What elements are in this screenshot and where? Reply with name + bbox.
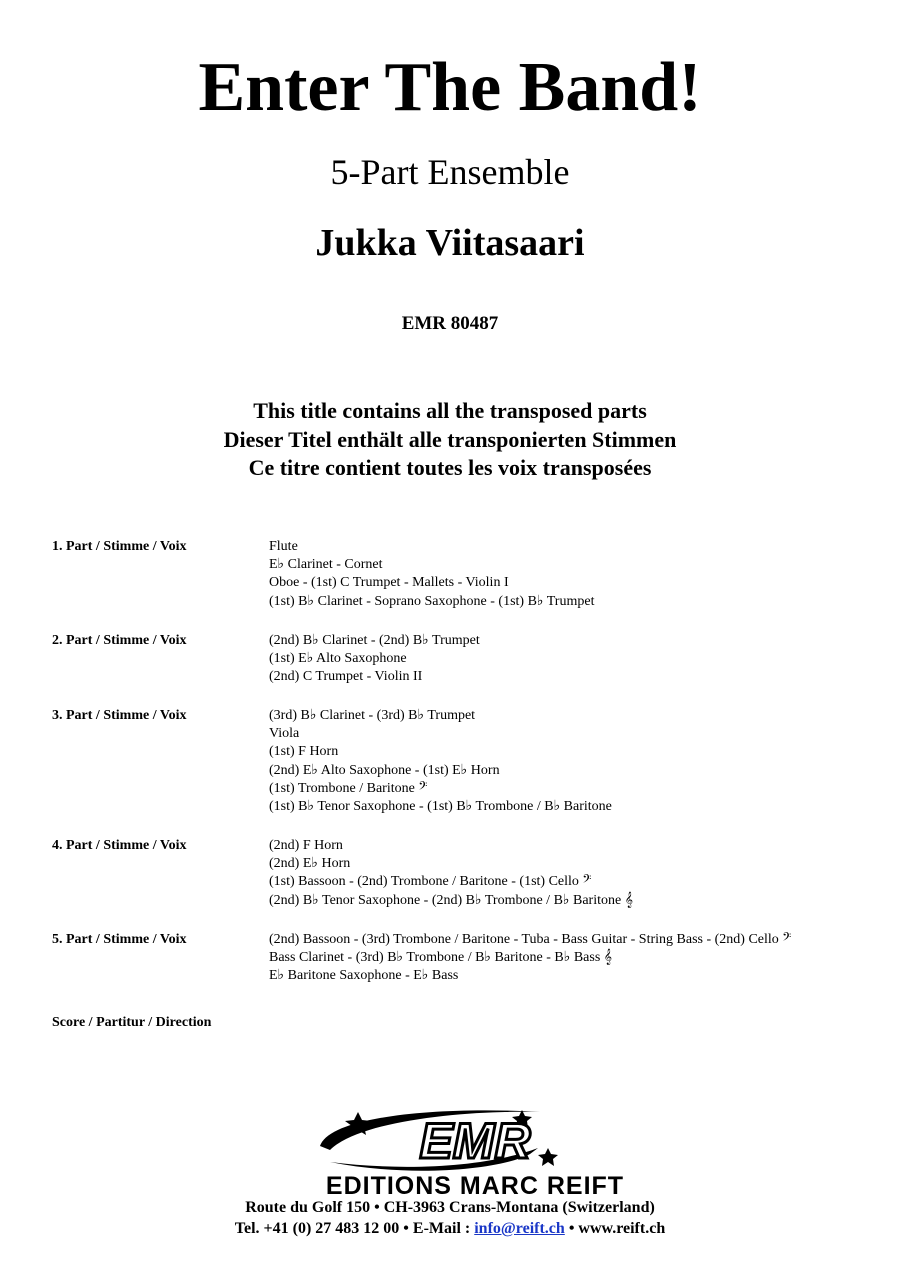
publisher-tel: Tel. +41 (0) 27 483 12 00 • E-Mail :	[234, 1220, 475, 1237]
instrument-line: (1st) B♭ Clarinet - Soprano Saxophone - (1st) B♭ Trumpet	[269, 593, 595, 609]
notice-english: This title contains all the transposed parts	[253, 398, 647, 423]
publisher-name: EDITIONS MARC REIFT	[325, 1172, 625, 1200]
instrument-line: E♭ Baritone Saxophone - E♭ Bass	[269, 968, 459, 984]
star-icon	[538, 1148, 558, 1166]
instrument-line: (2nd) B♭ Clarinet - (2nd) B♭ Trumpet	[269, 633, 480, 648]
page-title: Enter The Band!	[198, 49, 702, 126]
part-label: 2. Part / Stimme / Voix	[52, 633, 187, 648]
ensemble-subtitle: 5-Part Ensemble	[330, 152, 570, 192]
transposed-parts-notice	[0, 397, 900, 483]
instrument-line: Bass Clarinet - (3rd) B♭ Trombone / B♭ Baritone - B♭ Bass 𝄞	[269, 950, 613, 966]
instrument-line: (3rd) B♭ Clarinet - (3rd) B♭ Trumpet	[269, 708, 476, 723]
instrument-line: (1st) F Horn	[269, 744, 339, 760]
instrument-line: (2nd) E♭ Horn	[269, 856, 351, 872]
part-instruments	[269, 538, 594, 611]
instrument-line: (1st) B♭ Tenor Saxophone - (1st) B♭ Trombone / B♭ Baritone	[269, 799, 612, 815]
instrument-line: (2nd) Bassoon - (3rd) Trombone / Baritone - Tuba - Bass Guitar - String Bass - (2nd) Cello 𝄢	[269, 932, 792, 947]
part-instruments	[269, 837, 633, 910]
part-label: 3. Part / Stimme / Voix	[52, 708, 187, 723]
part-instruments	[269, 707, 612, 816]
notice-french: Ce titre contient toutes les voix transposées	[248, 455, 652, 480]
instrument-line: (2nd) F Horn	[269, 838, 343, 853]
composer-name: Jukka Viitasaari	[315, 222, 585, 264]
emr-logo	[290, 1104, 660, 1204]
publisher-address: Route du Golf 150 • CH-3963 Crans-Montana (Switzerland)	[245, 1199, 655, 1216]
instrument-line: (2nd) B♭ Tenor Saxophone - (2nd) B♭ Trombone / B♭ Baritone 𝄞	[269, 892, 633, 908]
instrument-line: Flute	[269, 539, 298, 554]
notice-german: Dieser Titel enthält alle transponierten Stimmen	[223, 426, 677, 452]
catalog-number: EMR 80487	[401, 313, 499, 334]
instrument-line: (1st) Trombone / Baritone 𝄢	[269, 780, 428, 796]
instrument-line: Oboe - (1st) C Trumpet - Mallets - Violin I	[269, 575, 509, 591]
part-label: 5. Part / Stimme / Voix	[52, 932, 187, 947]
score-label: Score / Partitur / Direction	[52, 1015, 212, 1030]
part-label: 1. Part / Stimme / Voix	[52, 539, 187, 554]
part-instruments	[269, 632, 480, 687]
logo-text: EMR	[419, 1113, 531, 1169]
part-label: 4. Part / Stimme / Voix	[52, 838, 187, 853]
email-link[interactable]: info@reift.ch	[474, 1220, 565, 1237]
instrument-line: E♭ Clarinet - Cornet	[269, 557, 383, 573]
instrument-line: (2nd) C Trumpet - Violin II	[269, 669, 423, 685]
publisher-contact	[0, 1197, 900, 1239]
instrument-line: (1st) Bassoon - (2nd) Trombone / Baritone - (1st) Cello 𝄢	[269, 874, 592, 890]
instrument-line: (1st) E♭ Alto Saxophone	[269, 651, 407, 667]
publisher-web: • www.reift.ch	[564, 1220, 666, 1237]
part-instruments	[269, 931, 791, 986]
publisher-contact-line	[0, 1218, 900, 1239]
instrument-line: Viola	[269, 726, 300, 742]
instrument-line: (2nd) E♭ Alto Saxophone - (1st) E♭ Horn	[269, 762, 500, 778]
